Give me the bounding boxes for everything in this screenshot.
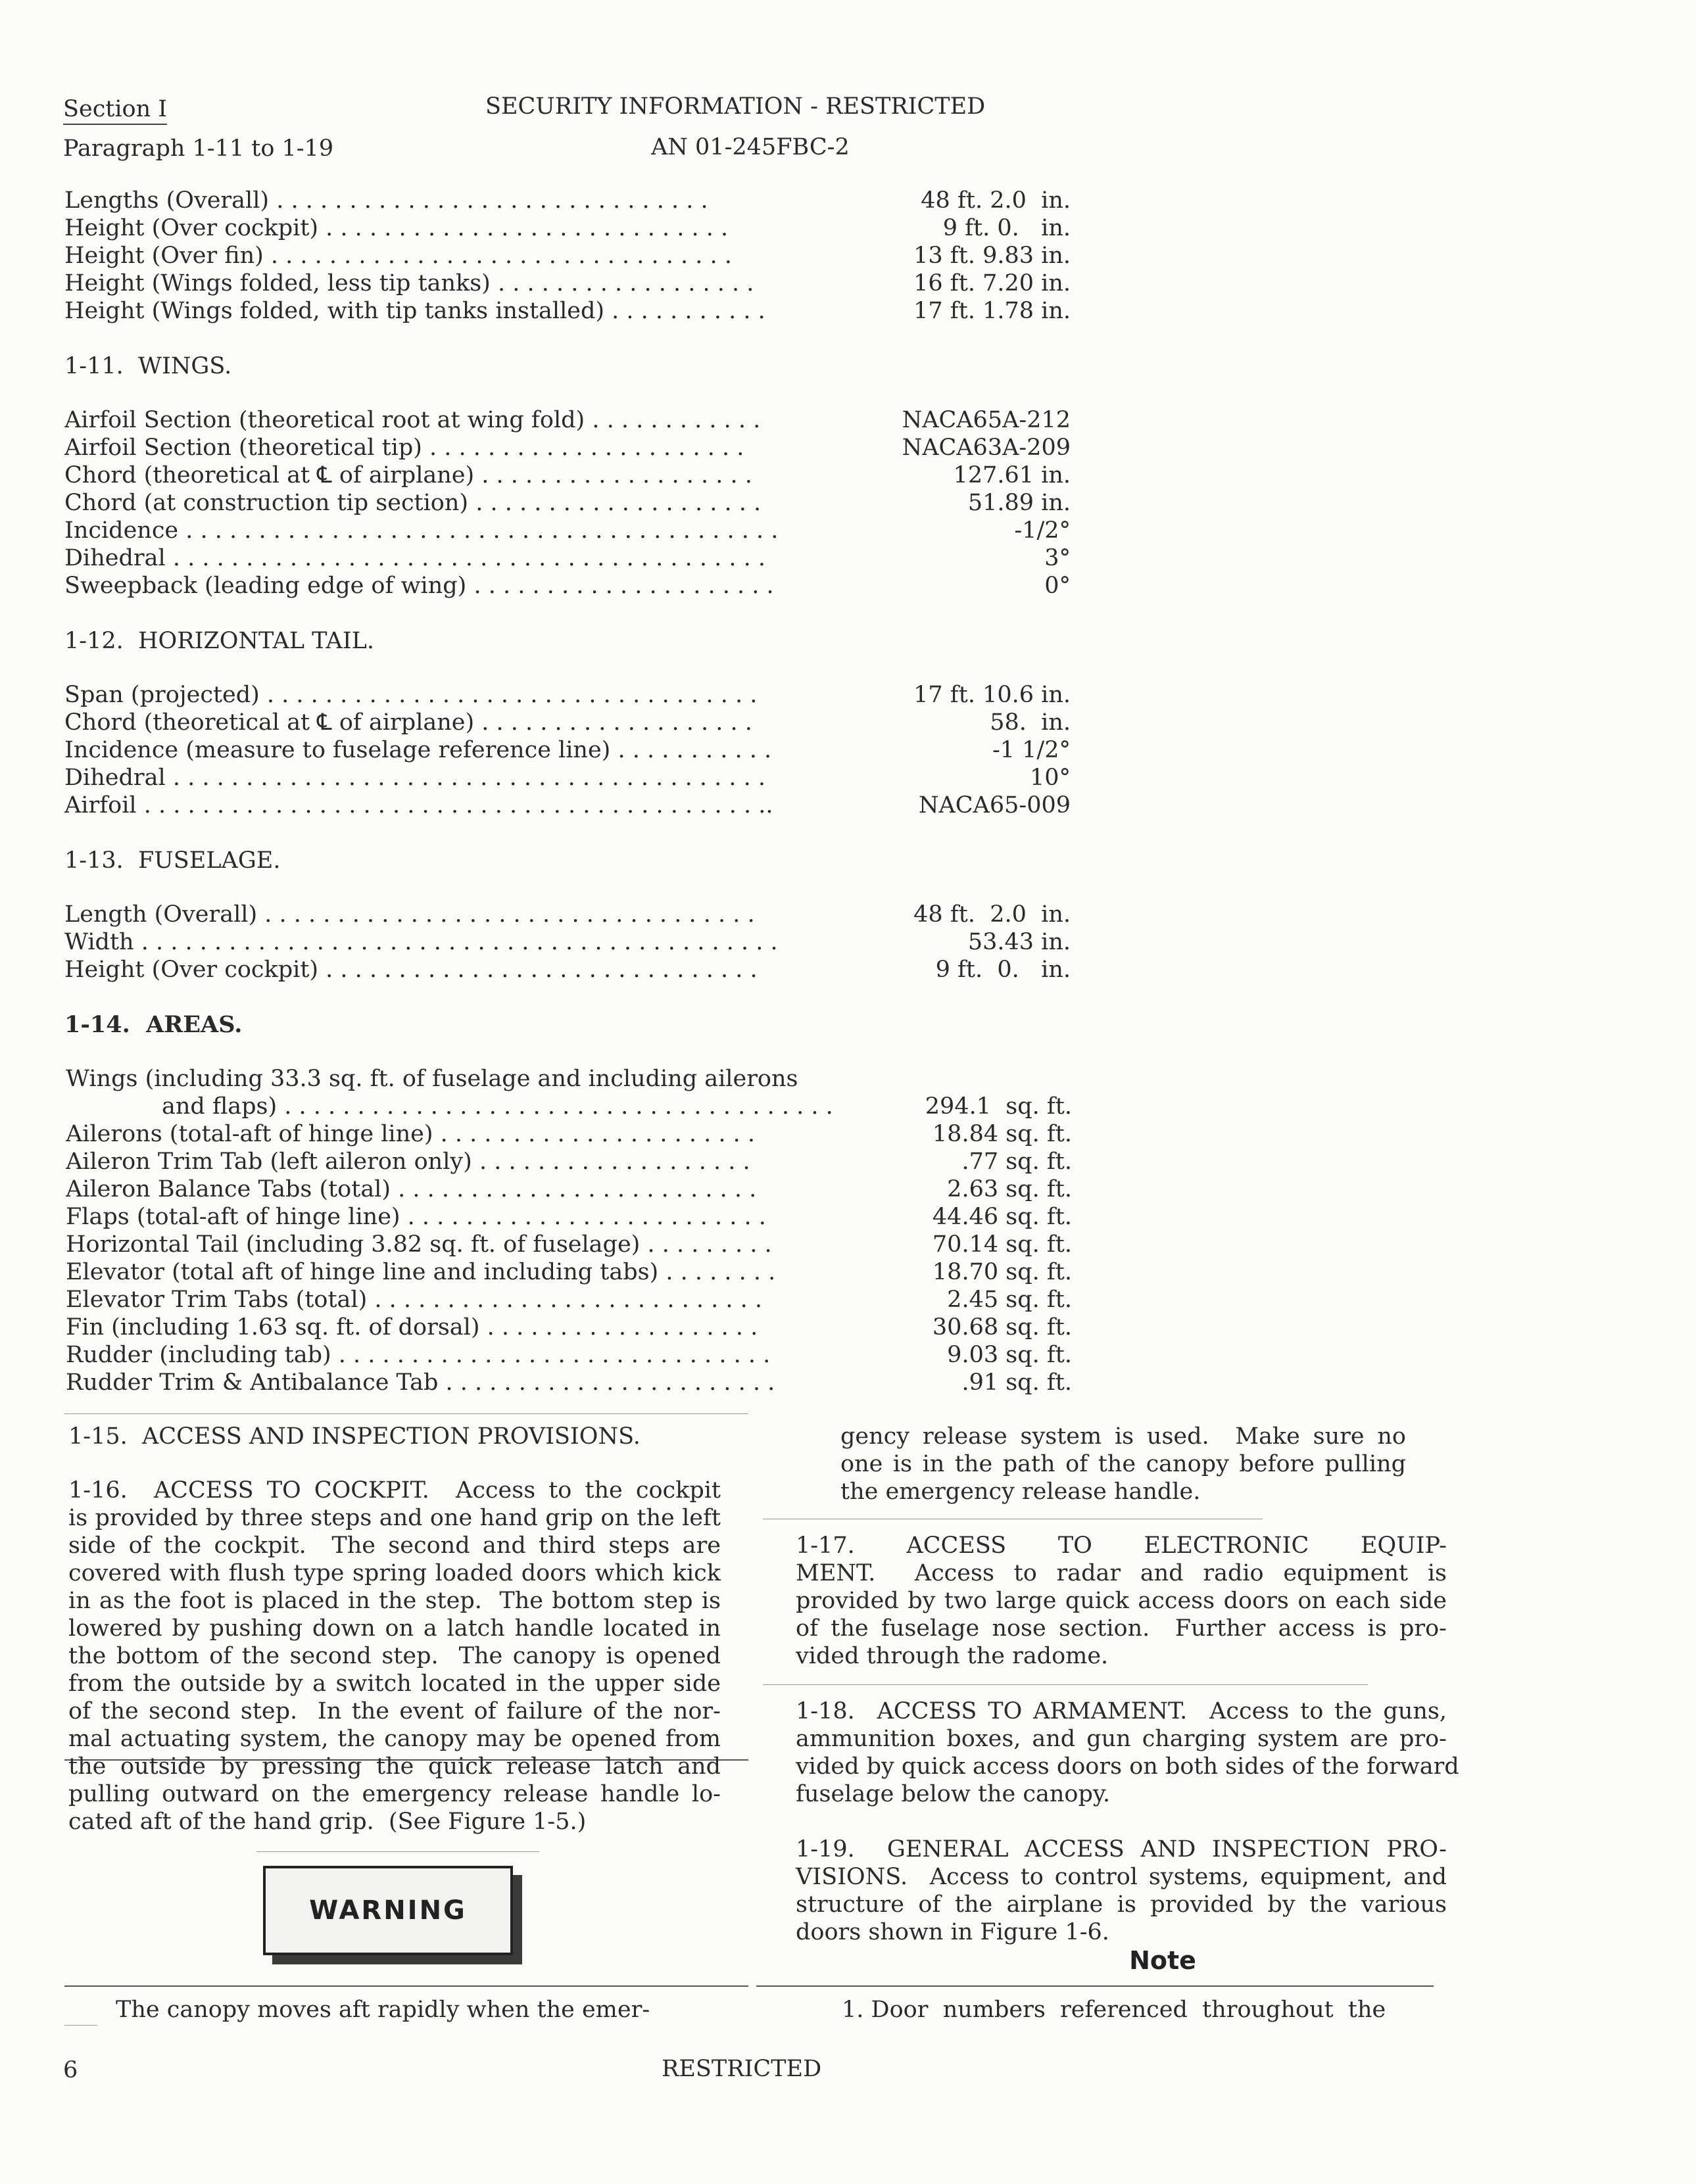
paragraph-1-16: 1-16. ACCESS TO COCKPIT. Access to the cockpit is provided by three steps and one hand grip on the left side of the cockpit. The second and third steps are covered with flush type spring loaded doors which kick in as the foot is placed in the step. The bottom step is lowered by pushing down on a latch handle located in the bottom of the second step. The canopy is opened from the outside by a switch located in the upper side of the second step. In the event of failure of the nor- mal actuating system, the canopy may be opened from the outside by pressing the quick release latch and pulling outward on the emergency release handle lo- cated aft of the hand grip. (See Figure 1-5.) bbox=[68, 1477, 721, 1835]
areas-wings-label: Wings (including 33.3 sq. ft. of fuselage and including ailerons bbox=[66, 1066, 798, 1092]
paragraph-range: Paragraph 1-11 to 1-19 bbox=[63, 135, 334, 162]
section-heading-fuselage: 1-13. FUSELAGE. bbox=[64, 847, 281, 874]
divider bbox=[756, 1985, 1434, 1987]
page-number: 6 bbox=[63, 2057, 78, 2083]
warning-continuation: gency release system is used. Make sure no one is in the path of the canopy before pulling the emergency release handle. bbox=[840, 1423, 1406, 1505]
divider bbox=[64, 2025, 97, 2026]
divider bbox=[64, 1985, 748, 1987]
table-row: Fin (including 1.63 sq. ft. of dorsal) . . . . . . . . . . . . . . . . . . . 30.68 sq. ft. bbox=[66, 1314, 1072, 1341]
note-heading: Note bbox=[1129, 1946, 1196, 1975]
table-row: Airfoil . . . . . . . . . . . . . . . . . . . . . . . . . . . . . . . . . . . . . . . . . . .. NACA65-009 bbox=[64, 792, 1071, 819]
table-row: Chord (at construction tip section) . . . . . . . . . . . . . . . . . . . . 51.89 in. bbox=[64, 490, 1071, 516]
document-number: AN 01-245FBC-2 bbox=[651, 134, 850, 160]
section-heading-access: 1-15. ACCESS AND INSPECTION PROVISIONS. bbox=[68, 1423, 641, 1450]
table-row: Elevator (total aft of hinge line and including tabs) . . . . . . . . 18.70 sq. ft. bbox=[66, 1259, 1072, 1285]
section-heading-areas: 1-14. AREAS. bbox=[64, 1011, 243, 1038]
table-row: Dihedral . . . . . . . . . . . . . . . . . . . . . . . . . . . . . . . . . . . . . . . . . 3° bbox=[64, 545, 1071, 571]
table-row: Airfoil Section (theoretical tip) . . . . . . . . . . . . . . . . . . . . . . NACA63A-209 bbox=[64, 435, 1071, 461]
paragraph-1-18: 1-18. ACCESS TO ARMAMENT. Access to the guns, ammunition boxes, and gun charging system are pro- vided by quick access doors on both sides of the forward fuselage below the canopy. bbox=[796, 1698, 1459, 1807]
table-row: Dihedral . . . . . . . . . . . . . . . . . . . . . . . . . . . . . . . . . . . . . . . . . 10° bbox=[64, 765, 1071, 791]
table-row: Aileron Trim Tab (left aileron only) . . . . . . . . . . . . . . . . . . . .77 sq. ft. bbox=[66, 1149, 1072, 1175]
table-row: Horizontal Tail (including 3.82 sq. ft. of fuselage) . . . . . . . . . 70.14 sq. ft. bbox=[66, 1231, 1072, 1258]
table-row: Incidence . . . . . . . . . . . . . . . . . . . . . . . . . . . . . . . . . . . . . . . . . -1/2° bbox=[64, 517, 1071, 544]
table-row: and flaps) . . . . . . . . . . . . . . . . . . . . . . . . . . . . . . . . . . . . . . 294.1 sq. ft. bbox=[162, 1093, 1072, 1120]
table-row: Sweepback (leading edge of wing) . . . . . . . . . . . . . . . . . . . . . 0° bbox=[64, 573, 1071, 599]
table-row: Chord (theoretical at ℄ of airplane) . . . . . . . . . . . . . . . . . . . 58. in. bbox=[64, 709, 1071, 736]
table-row: Height (Wings folded, with tip tanks installed) . . . . . . . . . . . 17 ft. 1.78 in. bbox=[64, 298, 1071, 324]
table-row: Ailerons (total-aft of hinge line) . . . . . . . . . . . . . . . . . . . . . . 18.84 sq. ft. bbox=[66, 1121, 1072, 1147]
table-row: Elevator Trim Tabs (total) . . . . . . . . . . . . . . . . . . . . . . . . . . . 2.45 sq. ft. bbox=[66, 1287, 1072, 1313]
divider bbox=[763, 1684, 1368, 1685]
paragraph-1-19: 1-19. GENERAL ACCESS AND INSPECTION PRO- VISIONS. Access to control systems, equipment, and structure of the airplane is provided by the various doors shown in Figure 1-6. bbox=[796, 1836, 1447, 1945]
divider bbox=[64, 1413, 748, 1414]
table-row: Rudder (including tab) . . . . . . . . . . . . . . . . . . . . . . . . . . . . . . 9.03 sq. ft. bbox=[66, 1342, 1072, 1368]
table-row: Height (Over cockpit) . . . . . . . . . . . . . . . . . . . . . . . . . . . . . . 9 ft. 0. in. bbox=[64, 957, 1071, 983]
table-row: Flaps (total-aft of hinge line) . . . . . . . . . . . . . . . . . . . . . . . . . 44.46 sq. ft. bbox=[66, 1204, 1072, 1230]
table-row: Aileron Balance Tabs (total) . . . . . . . . . . . . . . . . . . . . . . . . . 2.63 sq. ft. bbox=[66, 1176, 1072, 1202]
table-row: Length (Overall) . . . . . . . . . . . . . . . . . . . . . . . . . . . . . . . . . . 48 ft. 2.0 in. bbox=[64, 901, 1071, 928]
section-label: Section I bbox=[63, 96, 167, 125]
table-row: Incidence (measure to fuselage reference line) . . . . . . . . . . . -1 1/2° bbox=[64, 737, 1071, 763]
paragraph-1-17: 1-17. ACCESS TO ELECTRONIC EQUIP- MENT. Access to radar and radio equipment is provided by two large quick access doors on each side of the fuselage nose section. Further access is pro- vided through the radome. bbox=[796, 1532, 1447, 1669]
note-text: 1. Door numbers referenced throughout the bbox=[842, 1997, 1386, 2023]
warning-text: The canopy moves aft rapidly when the emer- bbox=[116, 1997, 650, 2023]
divider bbox=[256, 1851, 539, 1852]
table-row: Width . . . . . . . . . . . . . . . . . . . . . . . . . . . . . . . . . . . . . . . . . . . . 53.43 in. bbox=[64, 929, 1071, 955]
security-classification: SECURITY INFORMATION - RESTRICTED bbox=[485, 93, 986, 120]
table-row: Rudder Trim & Antibalance Tab . . . . . . . . . . . . . . . . . . . . . . . .91 sq. ft. bbox=[66, 1369, 1072, 1396]
table-row: Height (Over cockpit) . . . . . . . . . . . . . . . . . . . . . . . . . . . . 9 ft. 0. in. bbox=[64, 215, 1071, 241]
table-row: Airfoil Section (theoretical root at wing fold) . . . . . . . . . . . . NACA65A-212 bbox=[64, 407, 1071, 433]
table-row: Height (Over fin) . . . . . . . . . . . . . . . . . . . . . . . . . . . . . . . . 13 ft. 9.83 in. bbox=[64, 243, 1071, 269]
section-heading-horizontal-tail: 1-12. HORIZONTAL TAIL. bbox=[64, 628, 375, 654]
warning-badge: WARNING bbox=[263, 1866, 513, 1955]
footer-classification: RESTRICTED bbox=[662, 2056, 822, 2082]
table-row: Lengths (Overall) . . . . . . . . . . . . . . . . . . . . . . . . . . . . . . 48 ft. 2.0 in. bbox=[64, 187, 1071, 214]
table-row: Span (projected) . . . . . . . . . . . . . . . . . . . . . . . . . . . . . . . . . . 17 ft. 10.6 in. bbox=[64, 682, 1071, 708]
table-row: Height (Wings folded, less tip tanks) . . . . . . . . . . . . . . . . . . 16 ft. 7.20 in. bbox=[64, 270, 1071, 297]
table-row: Chord (theoretical at ℄ of airplane) . . . . . . . . . . . . . . . . . . . 127.61 in. bbox=[64, 462, 1071, 488]
section-heading-wings: 1-11. WINGS. bbox=[64, 353, 232, 379]
